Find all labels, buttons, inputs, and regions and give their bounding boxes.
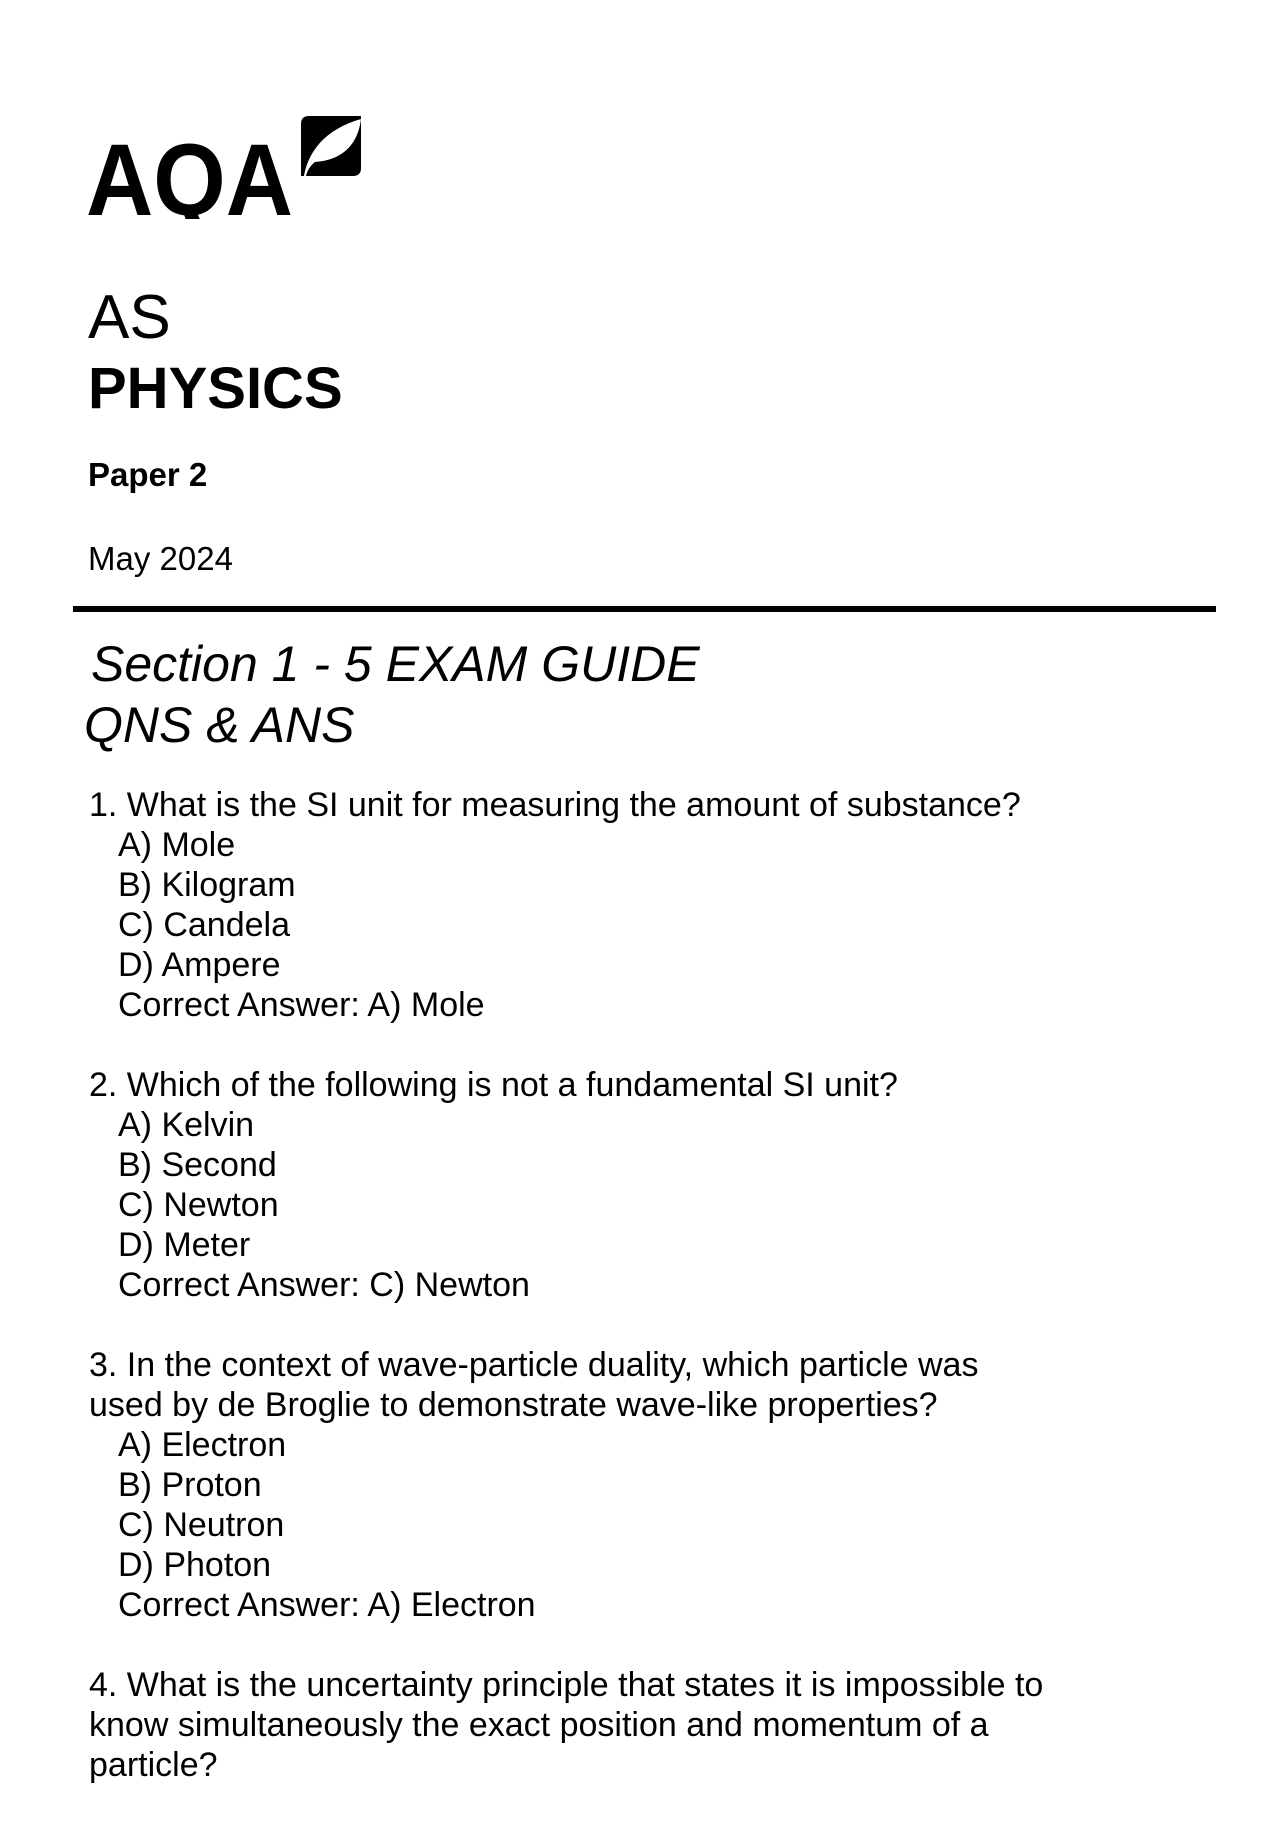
paper-label: Paper 2 [88,456,208,493]
answer-option: C) Candela [118,906,290,944]
section-title: Section 1 - 5 EXAM GUIDE [91,636,700,692]
answer-option: D) Meter [118,1226,251,1264]
question-text: know simultaneously the exact position and momentum of a [89,1706,989,1744]
answer-option: A) Kelvin [118,1106,255,1144]
question [89,1665,1239,1785]
answer-option: C) Newton [118,1186,279,1224]
correct-answer: Correct Answer: C) Newton [118,1266,530,1304]
leaf-icon [301,116,361,176]
exam-date: May 2024 [88,540,233,577]
answer-option: B) Second [118,1146,277,1184]
question-text: 1. What is the SI unit for measuring the amount of substance? [89,786,1021,824]
question [89,785,1239,1025]
subject-heading: PHYSICS [88,356,343,421]
answer-option: A) Electron [118,1426,287,1464]
question-text: 4. What is the uncertainty principle that states it is impossible to [89,1666,1044,1704]
question-text: 2. Which of the following is not a fundamental SI unit? [89,1066,898,1104]
question [89,1345,1239,1625]
question-text: used by de Broglie to demonstrate wave-like properties? [89,1386,938,1424]
question-list [89,785,1239,1825]
level-heading: AS [88,283,171,352]
answer-option: D) Ampere [118,946,281,984]
logo-text: AQA [86,123,293,219]
divider [73,606,1216,612]
question-text: particle? [89,1746,218,1784]
answer-option: B) Kilogram [118,866,296,904]
document-subtitle: QNS & ANS [84,697,355,753]
correct-answer: Correct Answer: A) Mole [118,986,485,1024]
answer-option: C) Neutron [118,1506,285,1544]
correct-answer: Correct Answer: A) Electron [118,1586,536,1624]
aqa-logo [86,114,366,224]
question-text: 3. In the context of wave-particle duality, which particle was [89,1346,979,1384]
answer-option: D) Photon [118,1546,272,1584]
question [89,1065,1239,1305]
answer-option: B) Proton [118,1466,262,1504]
answer-option: A) Mole [118,826,236,864]
